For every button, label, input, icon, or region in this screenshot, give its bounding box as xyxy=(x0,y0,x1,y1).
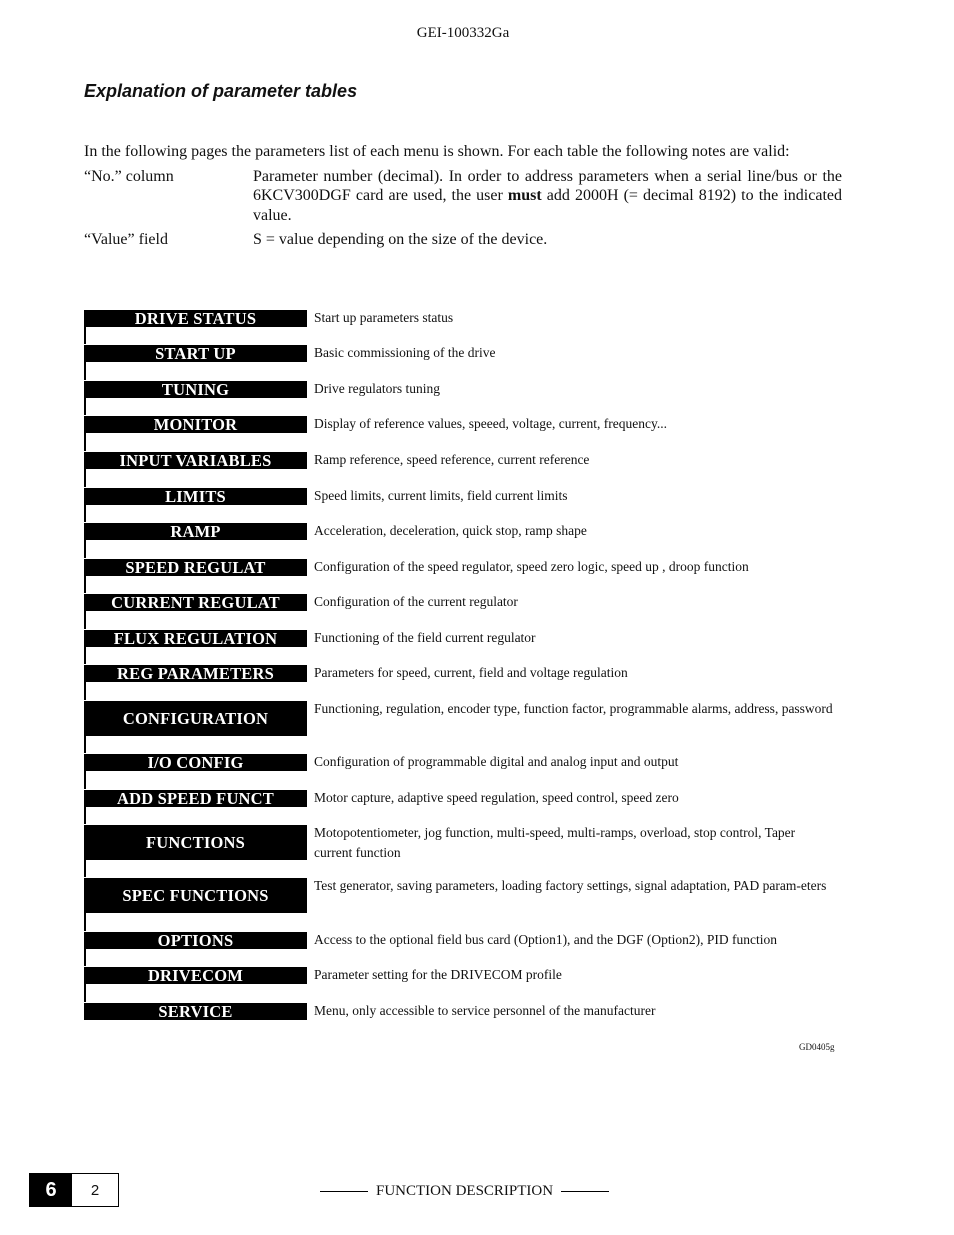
menu-description: Test generator, saving parameters, loading factory settings, signal adaptation, PAD param-eters xyxy=(314,878,827,893)
menu-label: OPTIONS xyxy=(84,931,307,949)
menu-description: Configuration of programmable digital and analog input and output xyxy=(314,754,679,769)
menu-connector-line xyxy=(84,771,86,789)
menu-connector-line xyxy=(84,505,86,522)
note-emphasis: must xyxy=(507,187,542,204)
menu-label: MONITOR xyxy=(84,415,307,433)
menu-description: Functioning of the field current regulator xyxy=(314,630,536,645)
menu-description: Menu, only accessible to service personnel of the manufacturer xyxy=(314,1003,656,1018)
note-term: “Value” field xyxy=(84,231,168,248)
menu-label: SPEC FUNCTIONS xyxy=(84,877,307,913)
menu-connector-line xyxy=(84,469,86,487)
page-tab xyxy=(29,1173,119,1207)
menu-description: Motopotentiometer, jog function, multi-speed, multi-ramps, overload, stop control, Taper current function xyxy=(314,825,796,860)
menu-connector-line xyxy=(84,984,86,1002)
menu-connector-line xyxy=(84,682,86,700)
footer xyxy=(320,1183,609,1200)
menu-connector-line xyxy=(84,913,86,931)
menu-description: Basic commissioning of the drive xyxy=(314,345,496,360)
menu-label: DRIVECOM xyxy=(84,966,307,984)
menu-description: Drive regulators tuning xyxy=(314,381,440,396)
note-definition-part: add 2000H (= decimal 8192) to the indicated value. xyxy=(253,187,842,224)
footer-title: FUNCTION DESCRIPTION xyxy=(376,1183,554,1199)
menu-description: Configuration of the current regulator xyxy=(314,594,518,609)
menu-connector-line xyxy=(84,611,86,629)
menu-connector-line xyxy=(84,736,86,753)
menu-description: Acceleration, deceleration, quick stop, ramp shape xyxy=(314,523,587,538)
menu-description: Speed limits, current limits, field current limits xyxy=(314,488,568,503)
menu-connector-line xyxy=(84,362,86,380)
menu-label: RAMP xyxy=(84,522,307,540)
menu-description: Motor capture, adaptive speed regulation, speed control, speed zero xyxy=(314,790,679,805)
menu-description: Parameters for speed, current, field and voltage regulation xyxy=(314,665,628,680)
menu-connector-line xyxy=(84,327,86,344)
menu-label: FUNCTIONS xyxy=(84,824,307,860)
menu-description: Access to the optional field bus card (Option1), and the DGF (Option2), PID function xyxy=(314,932,778,947)
menu-description: Functioning, regulation, encoder type, function factor, programmable alarms, address, password xyxy=(314,701,833,716)
intro-text: In the following pages the parameters list of each menu is shown. For each table the following notes are valid: xyxy=(84,143,790,160)
menu-label: LIMITS xyxy=(84,487,307,505)
menu-label: DRIVE STATUS xyxy=(84,309,307,327)
menu-connector-line xyxy=(84,433,86,451)
menu-description: Start up parameters status xyxy=(314,310,454,325)
menu-label: FLUX REGULATION xyxy=(84,629,307,647)
note-term: “No.” column xyxy=(84,167,174,185)
footer-rule-left xyxy=(320,1191,368,1192)
menu-label: SERVICE xyxy=(84,1002,307,1020)
menu-connector-line xyxy=(84,540,86,558)
menu-label: CURRENT REGULAT xyxy=(84,593,307,611)
section-title: Explanation of parameter tables xyxy=(84,81,358,101)
menu-connector-line xyxy=(84,807,86,824)
menu-description: Ramp reference, speed reference, current reference xyxy=(314,452,590,467)
menu-connector-line xyxy=(84,949,86,966)
document-code: GEI-100332Ga xyxy=(416,25,510,41)
menu-description: Configuration of the speed regulator, speed zero logic, speed up , droop function xyxy=(314,559,749,574)
menu-label: I/O CONFIG xyxy=(84,753,307,771)
menu-label: SPEED REGULAT xyxy=(84,558,307,576)
menu-label: REG PARAMETERS xyxy=(84,664,307,682)
page-number: 2 xyxy=(90,1181,100,1199)
menu-label: ADD SPEED FUNCT xyxy=(84,789,307,807)
footer-rule-right xyxy=(561,1191,609,1192)
menu-description: Display of reference values, speeed, voltage, current, frequency... xyxy=(314,416,667,431)
menu-label: TUNING xyxy=(84,380,307,398)
menu-connector-line xyxy=(84,860,86,877)
note-definition: S = value depending on the size of the device. xyxy=(253,231,548,248)
menu-connector-line xyxy=(84,647,86,664)
figure-code: GD0405g xyxy=(799,1042,835,1052)
menu-connector-line xyxy=(84,576,86,593)
section-number: 6 xyxy=(30,1174,72,1206)
menu-label: INPUT VARIABLES xyxy=(84,451,307,469)
menu-connector-line xyxy=(84,398,86,415)
menu-description: Parameter setting for the DRIVECOM profile xyxy=(314,967,562,982)
menu-label: START UP xyxy=(84,344,307,362)
note-definition-part: Parameter number (decimal). In order to address parameters when a serial line/bus or the 6KCV300DGF card are used, the user xyxy=(253,167,842,204)
menu-label: CONFIGURATION xyxy=(84,700,307,736)
